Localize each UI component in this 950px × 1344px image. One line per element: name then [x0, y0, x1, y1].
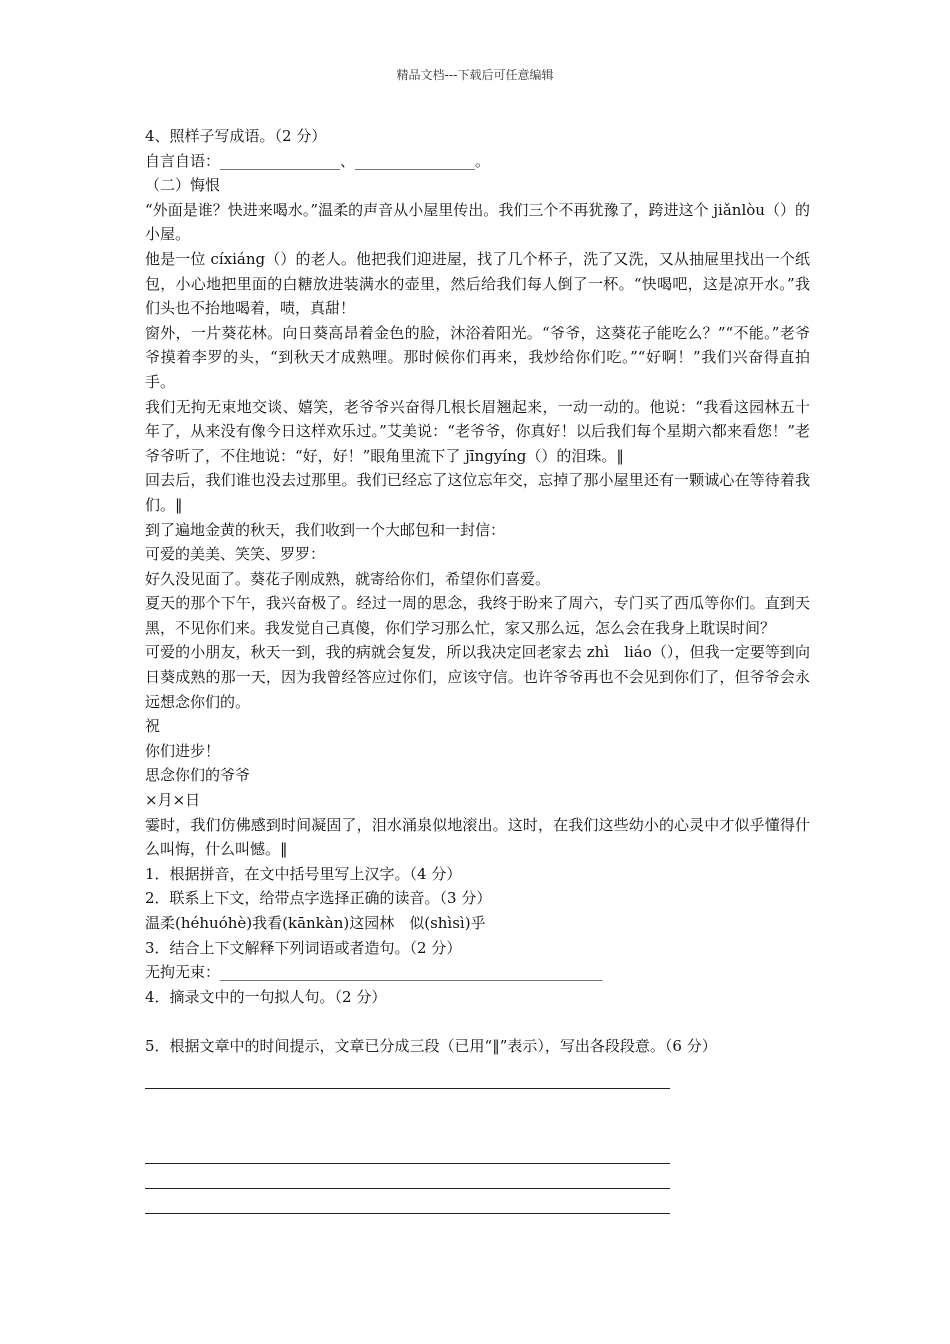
letter-closing: 祝: [145, 717, 161, 736]
story-paragraph: 到了遍地金黄的秋天，我们收到一个大邮包和一封信：: [145, 520, 506, 539]
document-body: [145, 124, 810, 1059]
answer-line: [145, 1188, 670, 1189]
question-5: 5．根据文章中的时间提示，文章已分成三段（已用“‖”表示），写出各段段意。（6 分）: [145, 1036, 717, 1055]
letter-paragraph: 可爱的小朋友，秋天一到，我的病就会复发，所以我决定回老家去 zhì liáo（），但我一定要等到向日葵成熟的那一天，因为我曾经答应过你们，应该守信。也许爷爷再也不会见到你们了，但爷爷会永远想念你们的。: [145, 643, 810, 711]
letter-paragraph: 好久没见面了。葵花子刚成熟，就寄给你们，希望你们喜爱。: [145, 569, 551, 588]
question-2-options: 温柔(héhuóhè)我看(kānkàn)这园林 似(shìsì)乎: [145, 914, 486, 932]
letter-paragraph: 夏天的那个下午，我兴奋极了。经过一周的思念，我终于盼来了周六，专门买了西瓜等你们。直到天黑，不见你们来。我发觉自己真傻，你们学习那么忙，家又那么远，怎么会在我身上耽误时间？: [145, 594, 810, 637]
question-1: 1．根据拼音，在文中括号里写上汉字。（4 分）: [145, 864, 462, 883]
answer-line: [145, 1213, 670, 1214]
letter-closing: 你们进步！: [145, 741, 221, 760]
story-paragraph: 窗外，一片葵花林。向日葵高昂着金色的脸，沐浴着阳光。“爷爷，这葵花子能吃么？”“不能。”老爷爷摸着李罗的头，“到秋天才成熟哩。那时候你们再来，我炒给你们吃。”“好啊！”我们兴奋得直拍手。: [145, 323, 810, 391]
question-2: 2．联系上下文，给带点字选择正确的读音。（3 分）: [145, 889, 492, 908]
question-3: 3．结合上下文解释下列词语或者造句。（2 分）: [145, 938, 462, 957]
question-3-blank: 无拘无束：___________________________________________________: [145, 963, 603, 982]
answer-line: [145, 1163, 670, 1164]
question-4: 4．摘录文中的一句拟人句。（2 分）: [145, 987, 387, 1006]
question-4-answer-space: [145, 1009, 810, 1034]
story-paragraph: 他是一位 cíxiáng（）的老人。他把我们迎进屋，找了几个杯子，洗了又洗，又从抽屉里找出一个纸包，小心地把里面的白糖放进装满水的壶里，然后给我们每人倒了一杯。“快喝吧，这是凉开水。”我们头也不抬地喝着，啧，真甜！: [145, 249, 810, 318]
story-paragraph: 霎时，我们仿佛感到时间凝固了，泪水涌泉似地滚出。这时，在我们这些幼小的心灵中才似乎懂得什么叫悔，什么叫憾。‖: [145, 815, 810, 859]
story-paragraph: 回去后，我们谁也没去过那里。我们已经忘了这位忘年交，忘掉了那小屋里还有一颗诚心在等待着我们。‖: [145, 471, 810, 514]
letter-signature: 思念你们的爷爷: [145, 766, 251, 785]
question-4-idiom: 4、照样子写成语。（2 分）: [145, 127, 327, 145]
story-paragraph: 我们无拘无束地交谈、嬉笑，老爷爷兴奋得几根长眉翘起来，一动一动的。他说：“我看这园林五十年了，从来没有像今日这样欢乐过。”艾美说：“老爷爷，你真好！以后我们每个星期六都来看您！”老爷爷听了，不住地说：“好，好！”眼角里流下了 jīngyíng（）的泪珠。‖: [145, 397, 810, 465]
story-paragraph: “外面是谁？快进来喝水。”温柔的声音从小屋里传出。我们三个不再犹豫了，跨进这个 jiǎnlòu（）的小屋。: [145, 200, 810, 244]
answer-line: [145, 1088, 670, 1089]
letter-greeting: 可爱的美美、笑笑、罗罗：: [145, 545, 326, 564]
section-title: （二）悔恨: [145, 176, 221, 195]
idiom-blank-line: 自言自语：________________、________________。: [145, 151, 491, 170]
page-header: 精品文档---下载后可任意编辑: [396, 68, 554, 82]
letter-date: ×月×日: [145, 791, 201, 810]
